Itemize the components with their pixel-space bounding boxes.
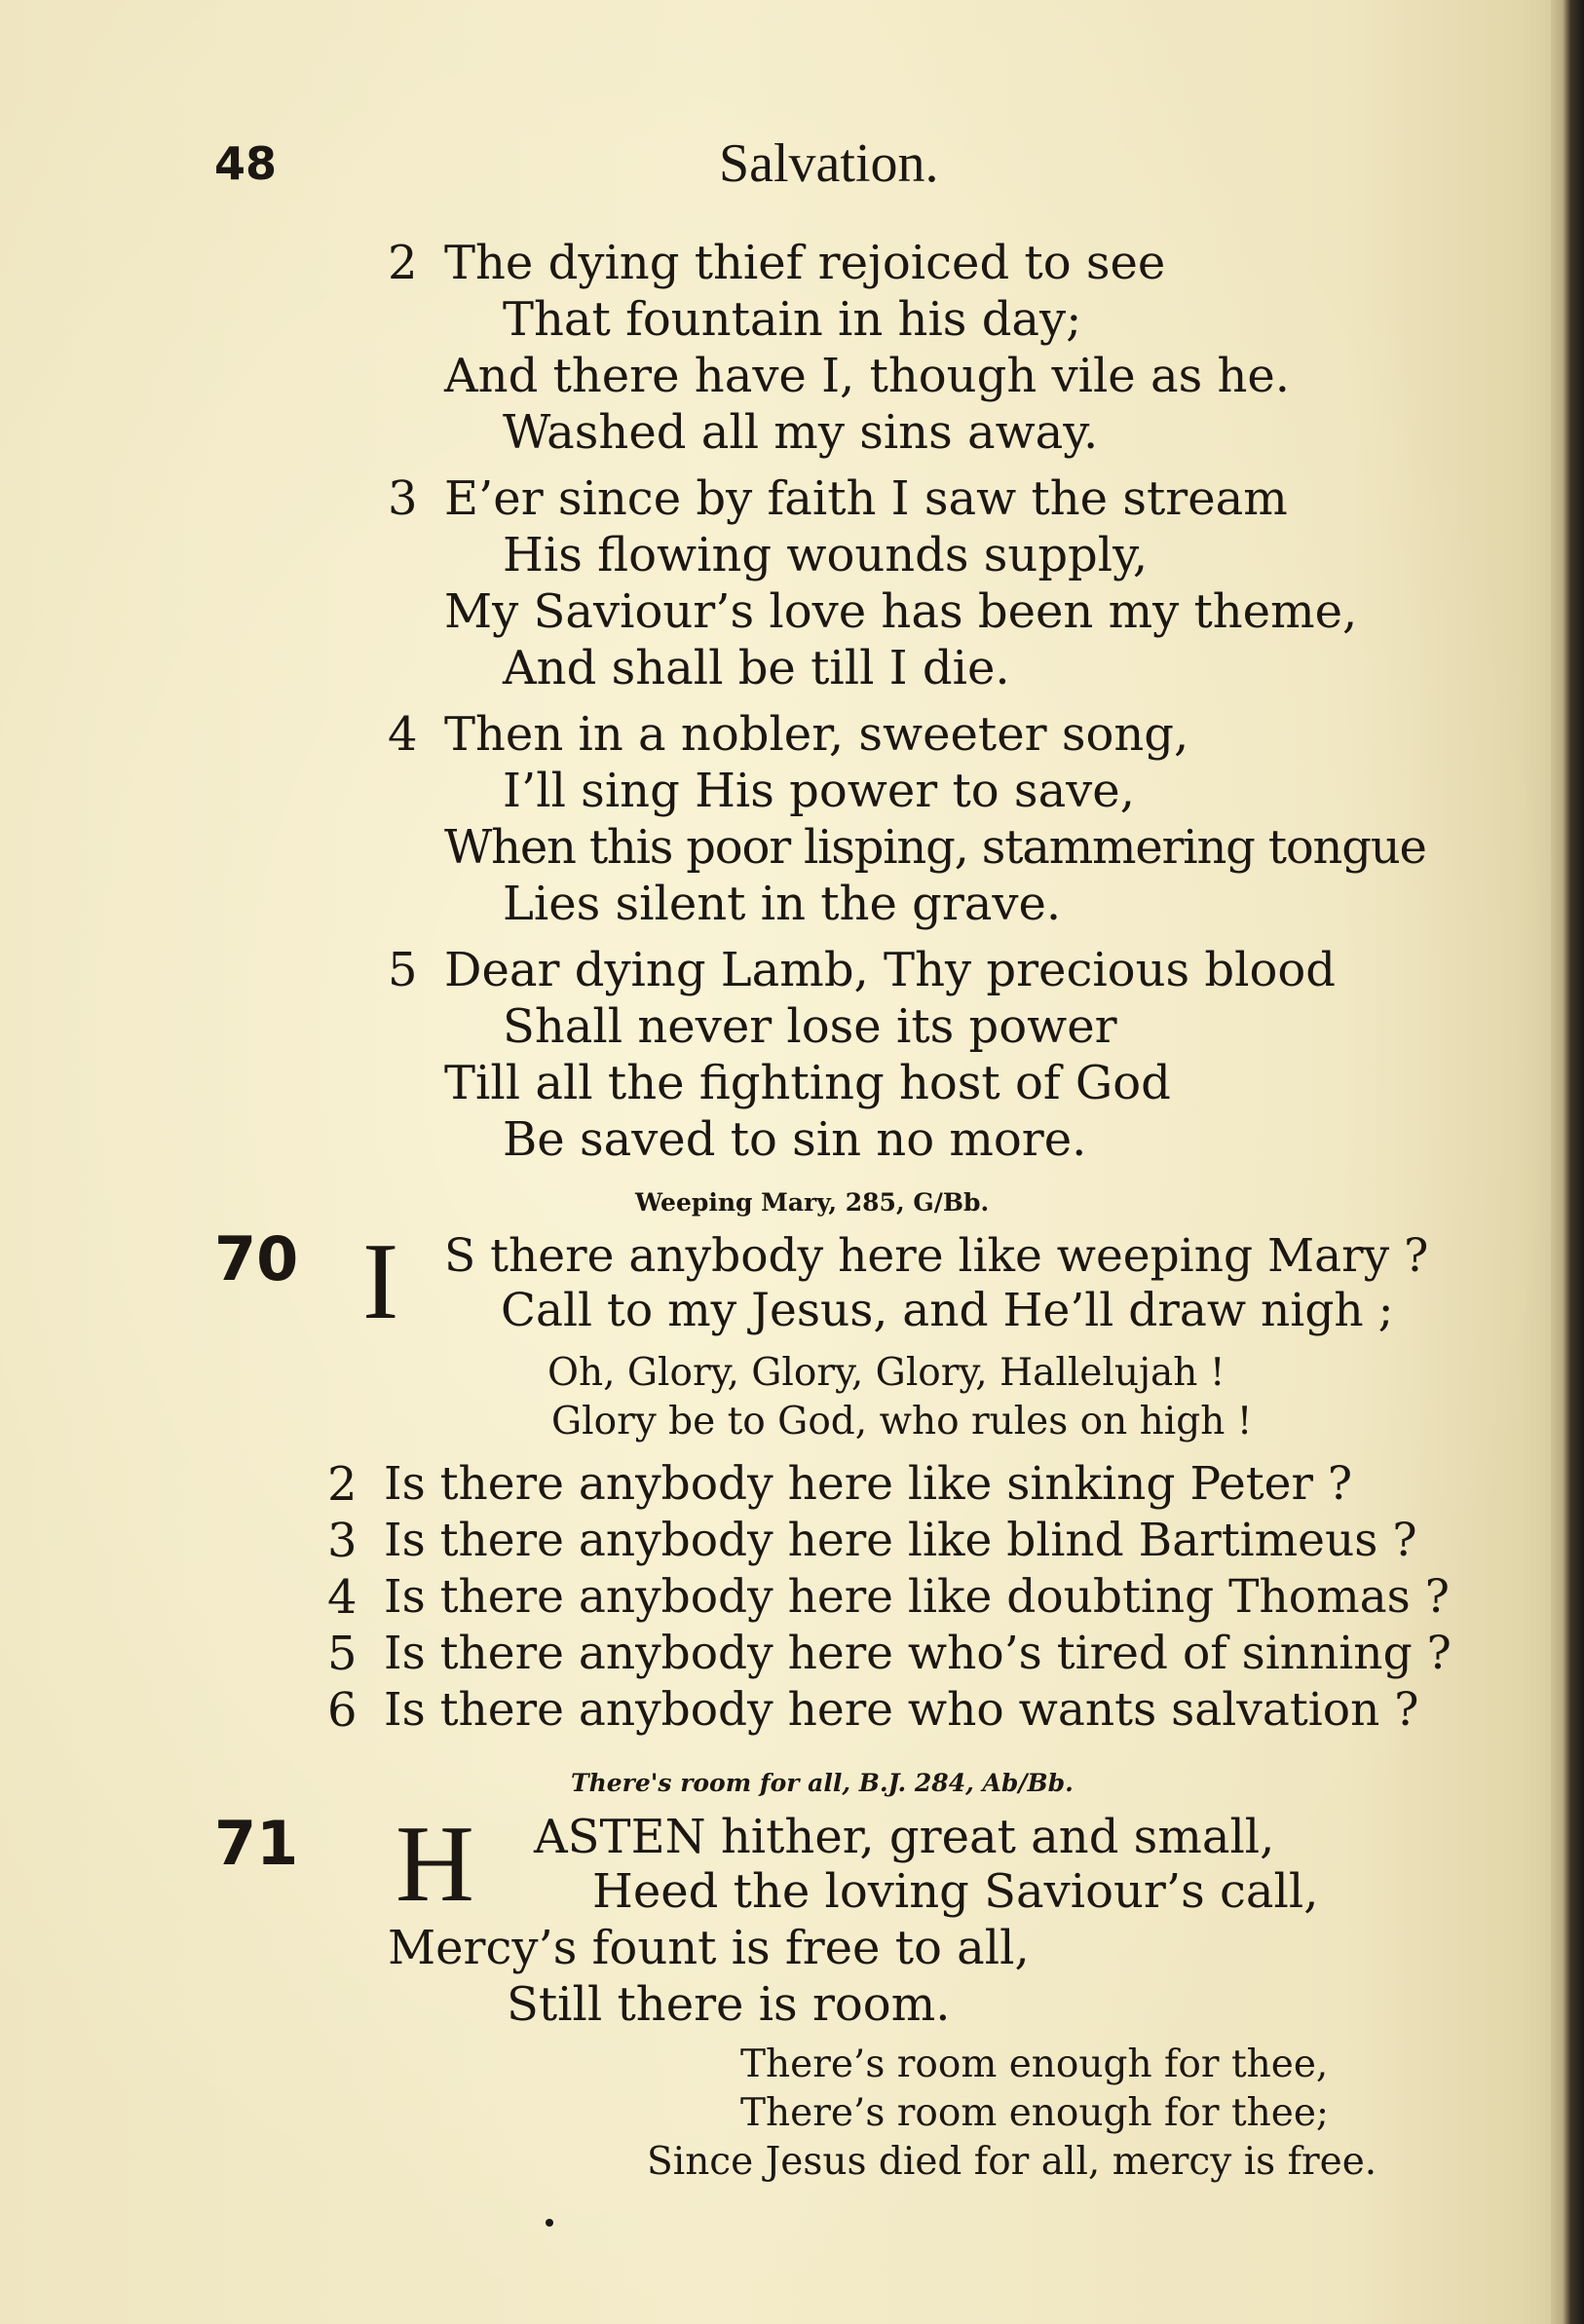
verse-number: 4: [388, 707, 418, 762]
verse-line: Is there anybody here who’s tired of sinning ?: [384, 1627, 1452, 1680]
verse-line: Washed all my sins away.: [503, 405, 1099, 460]
page-title: Salvation.: [719, 133, 939, 194]
verse-line: Then in a nobler, sweeter song,: [444, 707, 1189, 762]
verse-line: Lies silent in the grave.: [503, 877, 1062, 931]
verse-line: That fountain in his day;: [503, 292, 1082, 347]
verse-line: ASTEN hither, great and small,: [534, 1810, 1275, 1864]
tune-reference: Weeping Mary, 285, G/Bb.: [635, 1188, 990, 1217]
chorus-line: There’s room enough for thee;: [740, 2091, 1330, 2135]
chorus-line: There’s room enough for thee,: [740, 2043, 1329, 2086]
hymn-number: 70: [214, 1223, 299, 1294]
verse-number: 3: [388, 471, 418, 526]
verse-line: Is there anybody here like doubting Thomas ?: [384, 1570, 1450, 1624]
verse-number: 2: [327, 1457, 358, 1512]
ink-speck: [546, 2219, 553, 2227]
verse-number: 5: [327, 1627, 358, 1681]
verse-line: And there have I, though vile as he.: [444, 349, 1291, 403]
verse-number: 2: [388, 236, 418, 290]
verse-line: Call to my Jesus, and He’ll draw nigh ;: [501, 1284, 1394, 1337]
drop-cap: H: [396, 1804, 474, 1925]
verse-number: 5: [388, 943, 418, 997]
verse-line: S there anybody here like weeping Mary ?: [444, 1229, 1429, 1283]
page-edge-shadow: [1551, 0, 1584, 2324]
verse-line: Be saved to sin no more.: [503, 1112, 1087, 1167]
verse-line: My Saviour’s love has been my theme,: [444, 584, 1358, 639]
verse-line: Till all the fighting host of God: [444, 1056, 1171, 1110]
drop-cap: I: [362, 1221, 399, 1342]
verse-line: I’ll sing His power to save,: [503, 764, 1135, 818]
verse-line: E’er since by faith I saw the stream: [444, 471, 1288, 526]
verse-line: His flowing wounds supply,: [503, 528, 1149, 582]
verse-line: Is there anybody here who wants salvation ?: [384, 1683, 1419, 1737]
chorus-line: Since Jesus died for all, mercy is free.: [647, 2140, 1377, 2184]
verse-line: Is there anybody here like blind Bartimeus ?: [384, 1514, 1417, 1567]
verse-line: Still there is room.: [507, 1977, 951, 2032]
verse-number: 6: [327, 1683, 358, 1738]
verse-line: Is there anybody here like sinking Peter ?: [384, 1457, 1353, 1511]
verse-line: Mercy’s fount is free to all,: [388, 1921, 1030, 1975]
verse-number: 4: [327, 1570, 358, 1625]
verse-line: The dying thief rejoiced to see: [444, 236, 1166, 290]
page-number: 48: [214, 137, 278, 190]
chorus-line: Oh, Glory, Glory, Glory, Hallelujah !: [547, 1351, 1226, 1395]
verse-line: Heed the loving Saviour’s call,: [592, 1864, 1319, 1919]
tune-reference: There's room for all, B.J. 284, Ab/Bb.: [571, 1769, 1074, 1797]
verse-line: When this poor lisping, stammering tongue: [444, 820, 1426, 875]
chorus-line: Glory be to God, who rules on high !: [551, 1400, 1253, 1443]
verse-line: Shall never lose its power: [503, 999, 1117, 1054]
hymn-number: 71: [214, 1808, 299, 1879]
verse-line: Dear dying Lamb, Thy precious blood: [444, 943, 1336, 997]
verse-line: And shall be till I die.: [503, 641, 1010, 695]
verse-number: 3: [327, 1514, 358, 1568]
